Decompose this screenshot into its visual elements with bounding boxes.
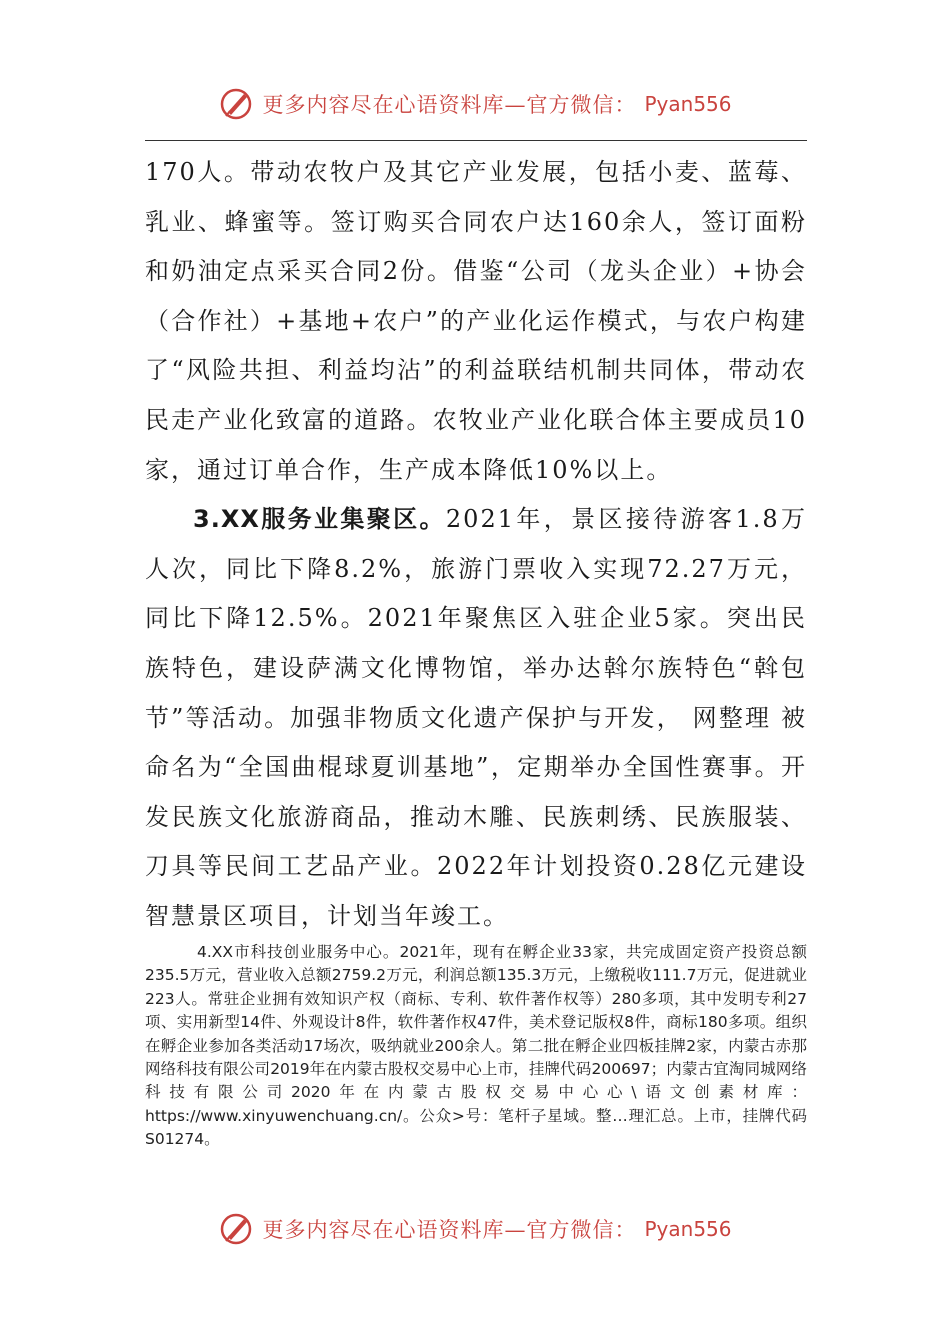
- small-print-section: [145, 941, 807, 1152]
- header-divider: [145, 140, 807, 141]
- section-heading: 3.XX服务业集聚区。: [193, 505, 446, 534]
- main-body: [145, 148, 807, 942]
- pen-circle-icon: [218, 1211, 254, 1247]
- watermark-wechat-id: Pyan556: [644, 92, 732, 116]
- watermark-text: 更多内容尽在心语资料库—官方微信：: [262, 93, 637, 117]
- watermark-wechat-id: Pyan556: [644, 1217, 732, 1241]
- paragraph-continued: 170人。带动农牧户及其它产业发展，包括小麦、蓝莓、乳业、蜂蜜等。签订购买合同农户达160余人，签订面粉和奶油定点采买合同2份。借鉴“公司（龙头企业）+协会（合作社）+基地+农户”的产业化运作模式，与农户构建了“风险共担、利益均沾”的利益联结机制共同体，带动农民走产业化致富的道路。农牧业产业化联合体主要成员10家，通过订单合作，生产成本降低10%以上。: [145, 158, 807, 484]
- footer-watermark: [0, 1211, 950, 1247]
- paragraph-body: 2021年，景区接待游客1.8万人次，同比下降8.2%，旅游门票收入实现72.27万元，同比下降12.5%。2021年聚焦区入驻企业5家。突出民族特色，建设萨满文化博物馆，举办达斡尔族特色“斡包节”等活动。加强非物质文化遗产保护与开发， 网整理 被命名为“全国曲棍球夏训基地”，定期举办全国性赛事。开发民族文化旅游商品，推动木雕、民族刺绣、民族服装、刀具等民间工艺品产业。2022年计划投资0.28亿元建设智慧景区项目，计划当年竣工。: [145, 505, 807, 930]
- paragraph-tech-center: 4.XX市科技创业服务中心。2021年，现有在孵企业33家，共完成固定资产投资总额235.5万元，营业收入总额2759.2万元，利润总额135.3万元，上缴税收111.7万元，促进就业223人。常驻企业拥有效知识产权（商标、专利、软件著作权等）280多项，其中发明专利27项、实用新型14件、外观设计8件，软件著作权47件，美术登记版权8件，商标180多项。组织在孵企业参加各类活动17场次，吸纳就业200余人。第二批在孵企业四板挂牌2家，内蒙古赤那网络科技有限公司2019年在内蒙古股权交易中心上市，挂牌代码200697；内蒙古宜淘同城网络科技有限公司2020年在内蒙古股权交易中心心\语文创素材库：https://www.xinyuwenchuang.cn/。公众>号：笔杆子星域。整…理汇总。上市，挂牌代码S01274。: [145, 943, 807, 1149]
- pen-circle-icon: [218, 86, 254, 122]
- header-watermark: [0, 86, 950, 122]
- watermark-text: 更多内容尽在心语资料库—官方微信：: [262, 1218, 637, 1242]
- paragraph-service-zone: [145, 495, 807, 941]
